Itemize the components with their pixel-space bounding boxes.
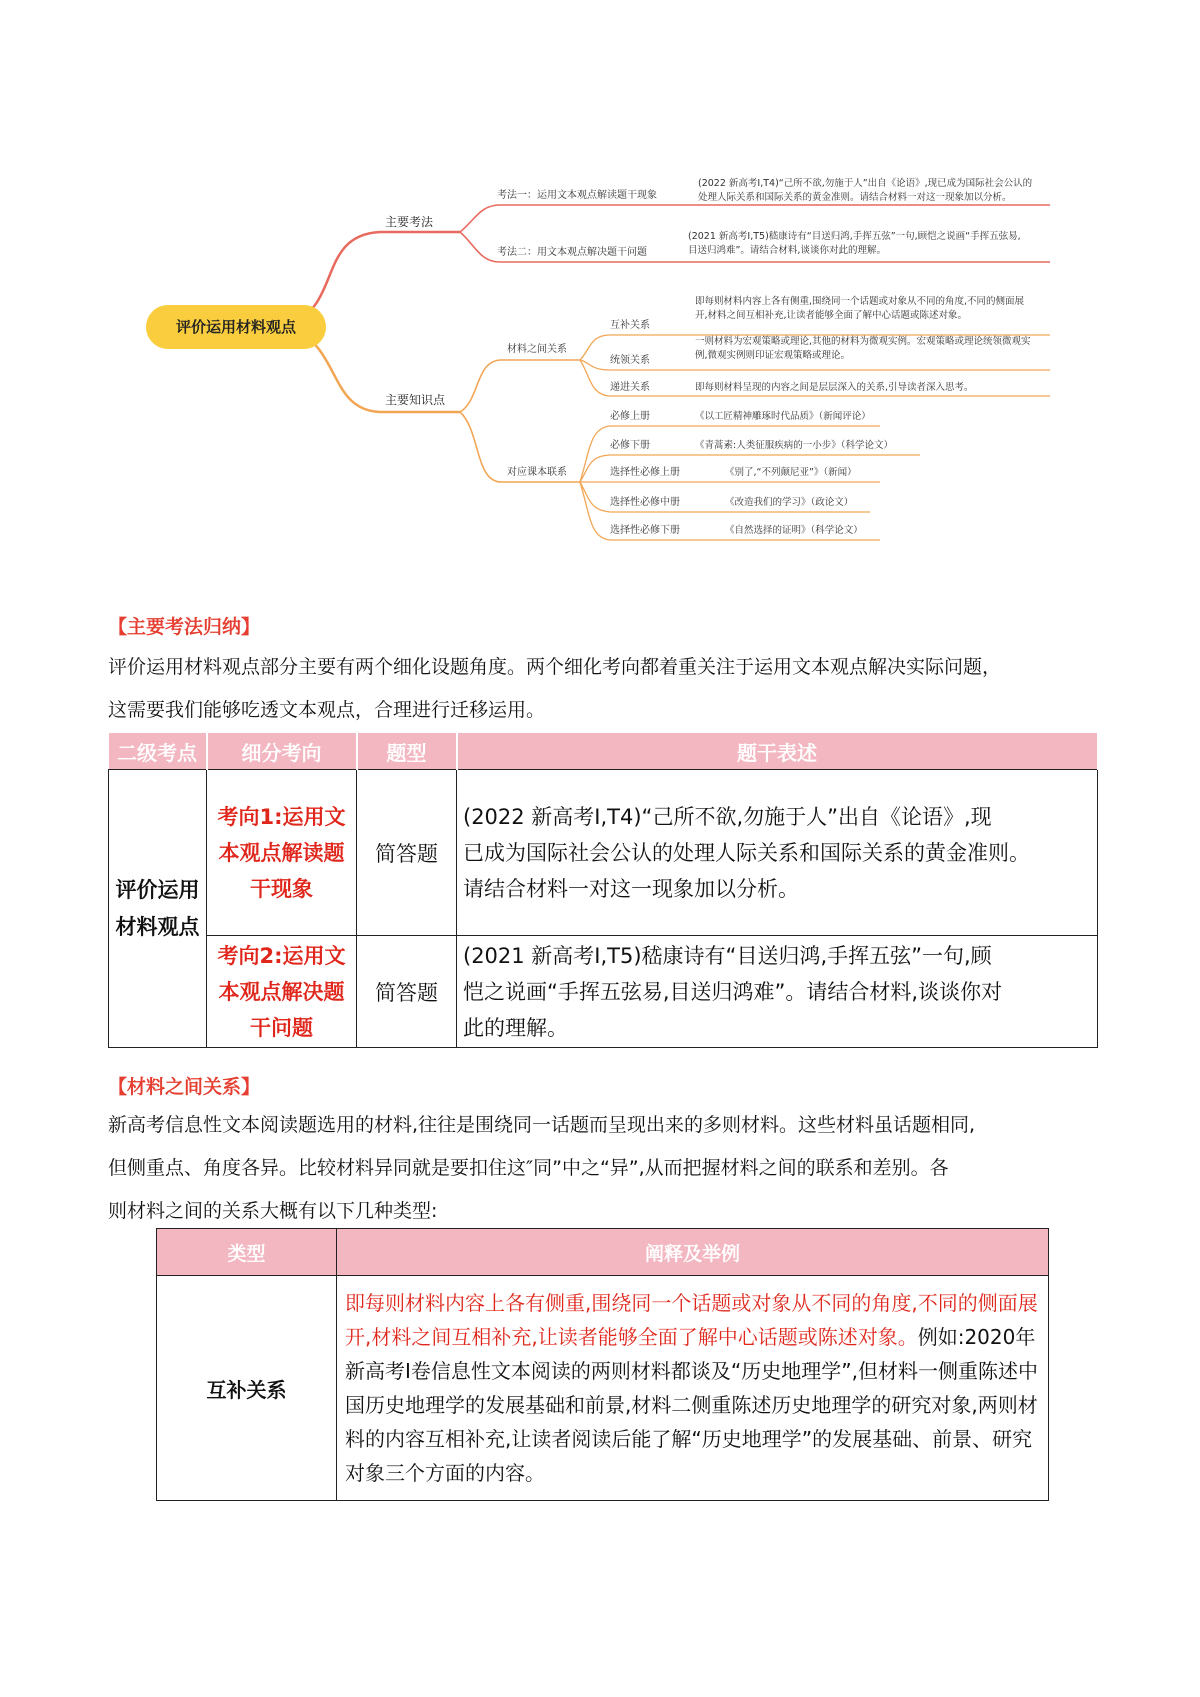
methods-table-category-cell — [109, 770, 207, 1048]
mindmap-link-rel2 — [580, 360, 1050, 370]
table-row — [109, 936, 1098, 1048]
methods-table-direction-cell — [207, 770, 357, 936]
mindmap-root-label: 评价运用材料观点 — [175, 318, 297, 336]
mindmap-rel1-desc2: 开,材料之间互相补充,让读者能够全面了解中心话题或陈述对象。 — [695, 310, 968, 321]
stem-line: (2022 新高考Ⅰ,T4)“己所不欲,勿施于人”出自《论语》,现 — [463, 804, 992, 829]
methods-table-header-cell: 题干表述 — [457, 733, 1098, 770]
mindmap-methods-label: 主要考法 — [385, 215, 434, 229]
relations-paragraph-line2: 但侧重点、角度各异。比较材料异同就是要扣住这″同”中之“异”,从而把握材料之间的联系和差别。各 — [108, 1157, 949, 1179]
methods-paragraph-line1: 评价运用材料观点部分主要有两个细化设题角度。两个细化考向都着重关注于运用文本观点解决实际问题， — [108, 656, 1002, 678]
mindmap-tb3-desc: 《别了,“不列颠尼亚”》（新闻） — [725, 467, 857, 478]
mindmap-rel3-label: 递进关系 — [610, 382, 650, 393]
mindmap-tb2-desc: 《青蒿素:人类征服疾病的一小步》（科学论文） — [695, 440, 893, 451]
stem-line: 此的理解。 — [463, 1015, 568, 1040]
mindmap-method1-desc1: (2022 新高考Ⅰ,T4)“己所不欲,勿施于人”出自《论语》,现已成为国际社会公认的 — [698, 178, 1033, 189]
mindmap-link-relations — [460, 360, 580, 412]
methods-table-header-cell: 细分考向 — [207, 733, 357, 770]
methods-table-header — [109, 733, 1098, 770]
mindmap-link-method1 — [460, 205, 1050, 232]
methods-table — [108, 733, 1099, 1048]
section-title-methods: 【主要考法归纳】 — [108, 616, 261, 638]
relations-table-header-cell: 类型 — [157, 1229, 337, 1276]
mindmap-tb5-label: 选择性必修下册 — [610, 525, 680, 536]
mindmap-rel2-desc1: 一则材料为宏观策略或理论,其他的材料为微观实例。宏观策略或理论统领微观实 — [695, 336, 1031, 347]
mindmap-diagram — [0, 0, 1200, 560]
relations-table-header-cell: 阐释及举例 — [337, 1229, 1049, 1276]
direction-line: 考向2:运用文 — [217, 943, 346, 968]
relations-paragraph-line1: 新高考信息性文本阅读题选用的材料,往往是围绕同一话题而呈现出来的多则材料。这些材料虽话题相同, — [108, 1114, 976, 1136]
category-line: 材料观点 — [115, 914, 200, 939]
mindmap-tb1-desc: 《以工匠精神雕琢时代品质》（新闻评论） — [695, 411, 871, 422]
mindmap-method1-desc2: 处理人际关系和国际关系的黄金准则。请结合材料一对这一现象加以分析。 — [698, 192, 1012, 203]
relations-paragraph-line3: 则材料之间的关系大概有以下几种类型: — [108, 1200, 438, 1222]
relations-table-desc-cell — [337, 1276, 1049, 1501]
mindmap-relations-label: 材料之间关系 — [507, 344, 567, 355]
relations-table — [156, 1228, 1049, 1501]
category-line: 评价运用 — [115, 877, 200, 902]
mindmap-rel3-desc1: 即每则材料呈现的内容之间是层层深入的关系,引导读者深入思考。 — [695, 382, 974, 393]
direction-line: 干现象 — [250, 876, 313, 901]
methods-table-direction-cell — [207, 936, 357, 1048]
methods-table-stem-cell — [457, 770, 1098, 936]
mindmap-knowledge-label: 主要知识点 — [385, 393, 446, 407]
methods-table-header-cell: 题型 — [357, 733, 457, 770]
mindmap-tb2-label: 必修下册 — [610, 440, 650, 451]
section-title-relations: 【材料之间关系】 — [108, 1076, 261, 1098]
stem-line: 恺之说画“手挥五弦易,目送归鸿难”。请结合材料,谈谈你对 — [463, 979, 1003, 1004]
mindmap-tb5-desc: 《自然选择的证明》（科学论文） — [725, 525, 863, 536]
direction-line: 干问题 — [250, 1015, 313, 1040]
relations-table-header — [157, 1229, 1049, 1276]
methods-table-type-cell: 简答题 — [357, 936, 457, 1048]
mindmap-rel1-label: 互补关系 — [610, 320, 650, 331]
mindmap-textbooks-label: 对应课本联系 — [507, 467, 567, 478]
direction-line: 考向1:运用文 — [217, 804, 346, 829]
relations-paragraph — [108, 1104, 1100, 1233]
stem-line: 已成为国际社会公认的处理人际关系和国际关系的黄金准则。 — [463, 840, 1030, 865]
mindmap-tb1-label: 必修上册 — [610, 411, 650, 422]
mindmap-method2-desc1: (2021 新高考Ⅰ,T5)嵇康诗有“目送归鸿,手挥五弦”一句,顾恺之说画“手挥五弦易, — [688, 231, 1021, 242]
mindmap-method2-desc2: 目送归鸿难”。请结合材料,谈谈你对此的理解。 — [688, 245, 886, 256]
methods-paragraph-line2: 这需要我们能够吃透文本观点，合理进行迁移运用。 — [108, 699, 546, 721]
methods-table-type-cell: 简答题 — [357, 770, 457, 936]
mindmap-branch-methods — [295, 232, 460, 322]
mindmap-tb4-desc: 《改造我们的学习》（政论文） — [725, 497, 854, 508]
mindmap-rel2-desc2: 例,微观实例则印证宏观策略或理论。 — [695, 350, 851, 361]
relations-table-type-cell: 互补关系 — [157, 1276, 337, 1501]
methods-table-stem-cell — [457, 936, 1098, 1048]
mindmap-rel1-desc1: 即每则材料内容上各有侧重,围绕同一个话题或对象从不同的角度,不同的侧面展 — [695, 296, 1025, 307]
mindmap-method1-label: 考法一：运用文本观点解读题干现象 — [497, 190, 657, 201]
stem-line: (2021 新高考Ⅰ,T5)嵇康诗有“目送归鸿,手挥五弦”一句,顾 — [463, 943, 992, 968]
relations-desc-example: 例如:2020年新高考Ⅰ卷信息性文本阅读的两则材料都谈及“历史地理学”,但材料一侧重陈述中国历史地理学的发展基础和前景,材料二侧重陈述历史地理学的研究对象,两则材料的内容互相补充,让读者阅读后能了解“历史地理学”的发展基础、前景、研究对象三个方面的内容。 — [345, 1325, 1038, 1485]
direction-line: 本观点解读题 — [218, 840, 345, 865]
mindmap-method2-label: 考法二：用文本观点解决题干问题 — [497, 247, 647, 258]
mindmap-tb3-label: 选择性必修上册 — [610, 467, 680, 478]
stem-line: 请结合材料一对这一现象加以分析。 — [463, 876, 799, 901]
methods-paragraph — [108, 646, 1100, 732]
methods-table-header-cell: 二级考点 — [109, 733, 207, 770]
direction-line: 本观点解决题 — [218, 979, 345, 1004]
relations-desc-highlight: 即每则材料内容上各有侧重,围绕同一个话题或对象从不同的角度,不同的侧面展开,材料之间互相补充,让读者能够全面了解中心话题或陈述对象。 — [345, 1291, 1038, 1349]
mindmap-tb4-label: 选择性必修中册 — [610, 497, 680, 508]
table-row — [157, 1276, 1049, 1501]
table-row — [109, 770, 1098, 936]
mindmap-rel2-label: 统领关系 — [610, 355, 650, 366]
